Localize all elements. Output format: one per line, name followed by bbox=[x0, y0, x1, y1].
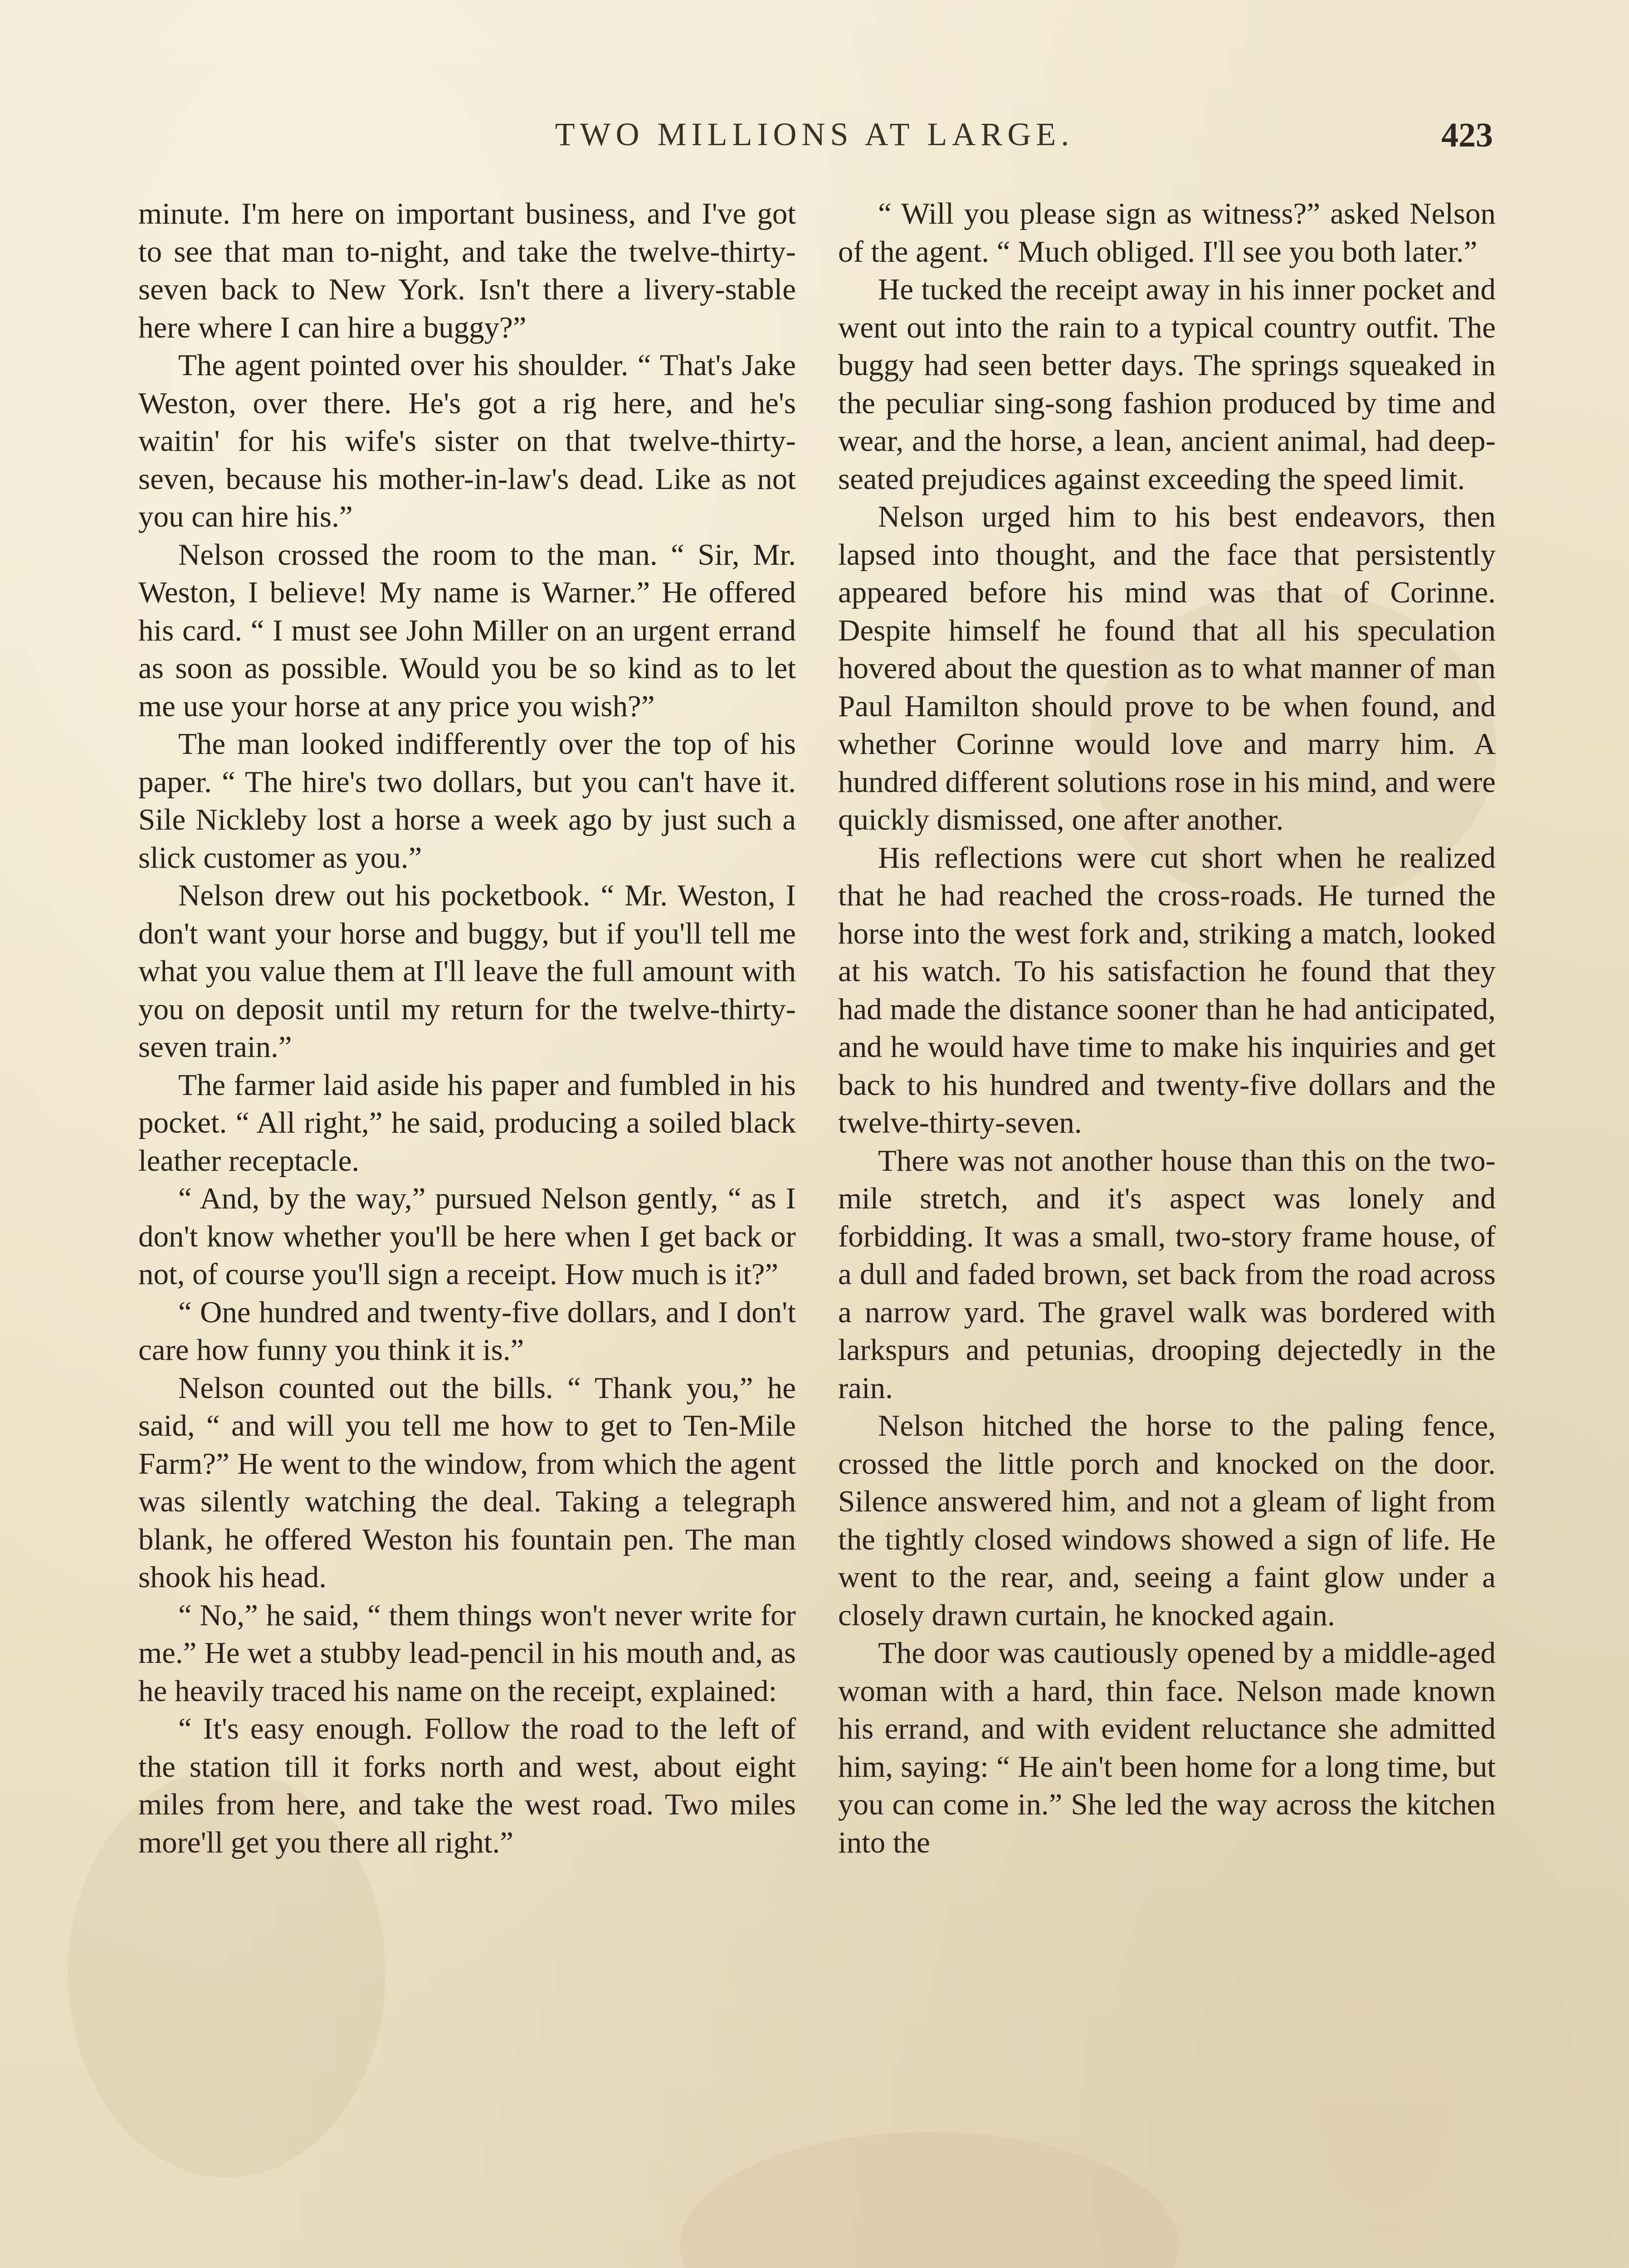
paragraph: The man looked indifferently over the top of his paper. “ The hire's two dollars, but you can't have it. Sile Nickleby lost a horse a week ago by just such a slick customer as you.” bbox=[138, 727, 796, 875]
paragraph: minute. I'm here on important business, and I've got to see that man to-night, and take the twelve-thirty-seven back to New York. Isn't there a livery-stable here where I can hire a buggy?” bbox=[138, 197, 796, 344]
page-header bbox=[0, 116, 1629, 170]
paragraph: Nelson crossed the room to the man. “ Sir, Mr. Weston, I believe! My name is Warner.” He offered his card. “ I must see John Miller on an urgent errand as soon as possible. Would you be so kind as to let me use your horse at any price you wish?” bbox=[138, 538, 796, 723]
page-number: 423 bbox=[1441, 116, 1493, 154]
left-text-column bbox=[138, 195, 796, 1862]
paragraph: “ And, by the way,” pursued Nelson gently, “ as I don't know whether you'll be here when I get back or not, of course you'll sign a receipt. How much is it?” bbox=[138, 1182, 796, 1291]
paper-stain bbox=[680, 2132, 1179, 2268]
paragraph: Nelson urged him to his best endeavors, then lapsed into thought, and the face that persistently appeared before his mind was that of Corinne. Despite himself he found that all his speculation hovered about the question as to what manner of man Paul Hamilton should prove to be when found, and whether Corinne would love and marry him. A hundred different solutions rose in his mind, and were quickly dismissed, one after another. bbox=[838, 500, 1496, 836]
paragraph: The door was cautiously opened by a middle-aged woman with a hard, thin face. Nelson made known his errand, and with evident reluctance she admitted him, saying: “ He ain't been home for a long time, but you can come in.” She led the way across the kitchen into the bbox=[838, 1636, 1496, 1859]
paragraph: He tucked the receipt away in his inner pocket and went out into the rain to a typical country outfit. The buggy had seen better days. The springs squeaked in the peculiar sing-song fashion produced by time and wear, and the horse, a lean, ancient animal, had deep-seated prejudices against exceeding the speed limit. bbox=[838, 273, 1496, 496]
right-text-column bbox=[838, 195, 1496, 1862]
paragraph: “ It's easy enough. Follow the road to the left of the station till it forks north and west, about eight miles from here, and take the west road. Two miles more'll get you there all right.” bbox=[138, 1712, 796, 1859]
paragraph: “ One hundred and twenty-five dollars, and I don't care how funny you think it is.” bbox=[138, 1295, 796, 1367]
paragraph: “ No,” he said, “ them things won't never write for me.” He wet a stubby lead-pencil in his mouth and, as he heavily traced his name on the receipt, explained: bbox=[138, 1598, 796, 1708]
paragraph: His reflections were cut short when he realized that he had reached the cross-roads. He turned the horse into the west fork and, striking a match, looked at his watch. To his satisfaction he found that they had made the distance sooner than he had anticipated, and he would have time to make his inquiries and get back to his hundred and twenty-five dollars and the twelve-thirty-seven. bbox=[838, 841, 1496, 1139]
paragraph: The agent pointed over his shoulder. “ That's Jake Weston, over there. He's got a rig here, and he's waitin' for his wife's sister on that twelve-thirty-seven, because his mother-in-law's dead. Like as not you can hire his.” bbox=[138, 348, 796, 533]
paragraph: There was not another house than this on the two-mile stretch, and it's aspect was lonely and forbidding. It was a small, two-story frame house, of a dull and faded brown, set back from the road across a narrow yard. The gravel walk was bordered with larkspurs and petunias, drooping dejectedly in the rain. bbox=[838, 1144, 1496, 1405]
paragraph: Nelson drew out his pocketbook. “ Mr. Weston, I don't want your horse and buggy, but if you'll tell me what you value them at I'll leave the full amount with you on deposit until my return for the twelve-thirty-seven train.” bbox=[138, 879, 796, 1064]
paragraph: The farmer laid aside his paper and fumbled in his pocket. “ All right,” he said, producing a soiled black leather receptacle. bbox=[138, 1068, 796, 1178]
paragraph: “ Will you please sign as witness?” asked Nelson of the agent. “ Much obliged. I'll see you both later.” bbox=[838, 197, 1496, 269]
paragraph: Nelson hitched the horse to the paling fence, crossed the little porch and knocked on the door. Silence answered him, and not a gleam of light from the tightly closed windows showed a sign of life. He went to the rear, and, seeing a faint glow under a closely drawn curtain, he knocked again. bbox=[838, 1409, 1496, 1632]
paragraph: Nelson counted out the bills. “ Thank you,” he said, “ and will you tell me how to get to Ten-Mile Farm?” He went to the window, from which the agent was silently watching the deal. Taking a telegraph blank, he offered Weston his fountain pen. The man shook his head. bbox=[138, 1371, 796, 1594]
running-title: TWO MILLIONS AT LARGE. bbox=[555, 116, 1074, 152]
